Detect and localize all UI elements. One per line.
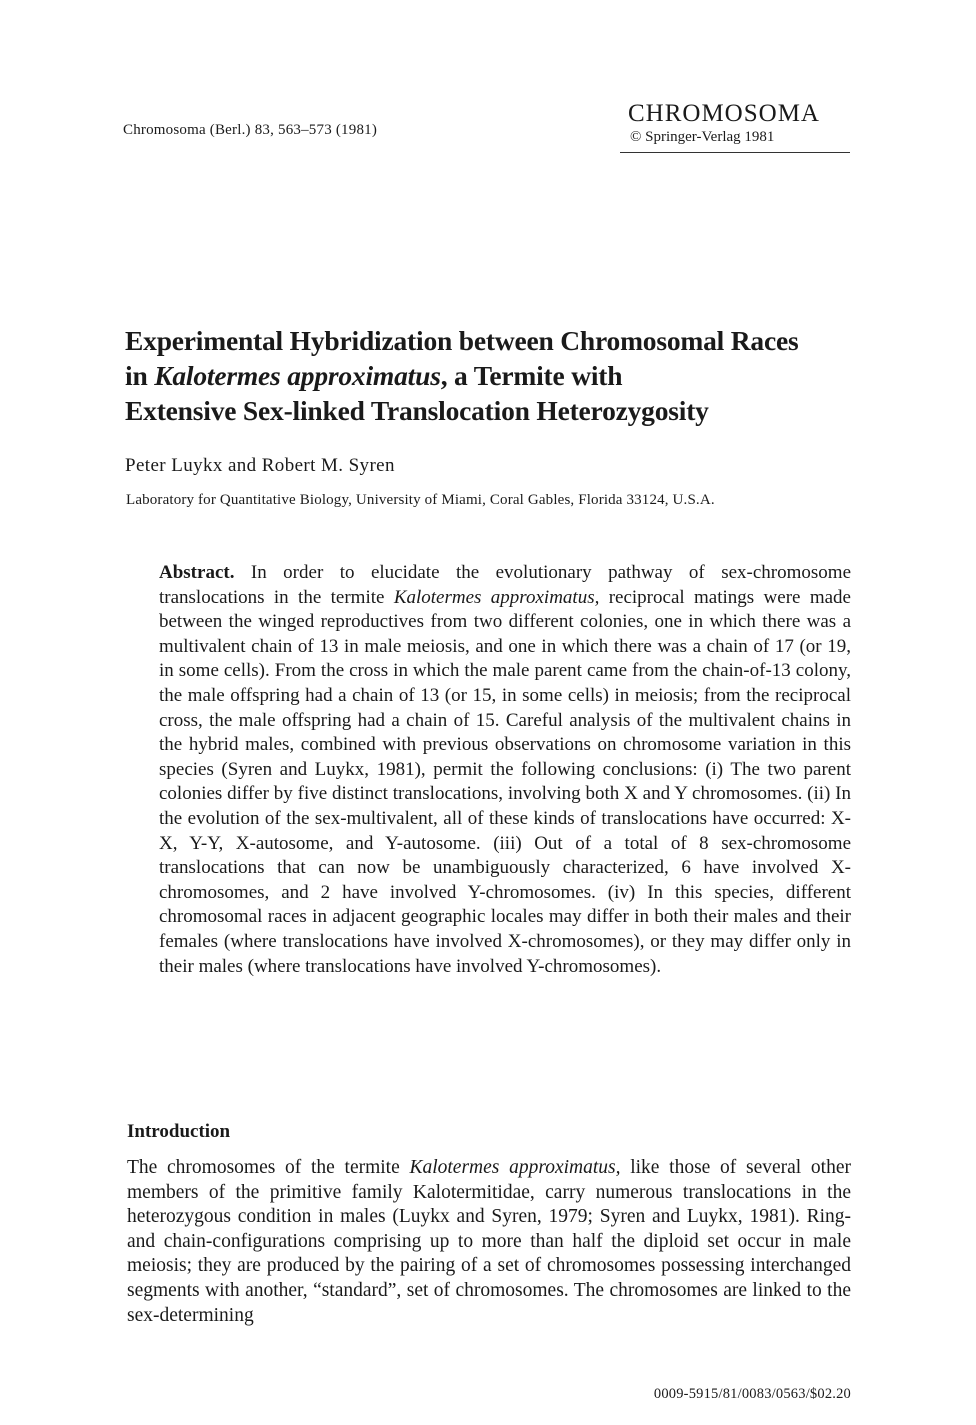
journal-citation: Chromosoma (Berl.) 83, 563–573 (1981) (123, 122, 378, 138)
article-code: 0009-5915/81/0083/0563/$02.20 (653, 1386, 851, 1402)
copyright-notice: © Springer-Verlag 1981 (630, 129, 775, 145)
abstract-species: Kalotermes approximatus, (393, 586, 600, 608)
abstract-label: Abstract. (159, 562, 235, 583)
journal-name: CHROMOSOMA (628, 100, 820, 127)
abstract: Abstract. In order to elucidate the evolutionary pathway of sex-chromosome translocations in the termite Kalotermes approximatus, reciprocal matings were made between the winged reproductives from two different colonies, one in which there was a multivalent chain of 13 in male meiosis, and one in which there was a chain of 17 (or 19, in some cells). From the cross in which the male parent came from the chain-of-13 colony, the male offspring had a chain of 13 (or 15, in some cells) in meiosis; from the reciprocal cross, the male offspring had a chain of 15. Careful analysis of the multivalent chains in the hybrid males, combined with previous observations on chromosome variation in this species (Syren and Luykx, 1981), permit the following conclusions: (i) The two parent colonies differ by five distinct translocations, involving both X and Y chromosomes. (ii) In the evolution of the sex-multivalent, all of these kinds of translocations have occurred: X-X, Y-Y, X-autosome, and Y-autosome. (iii) Out of a total of 8 sex-chromosome translocations that can now be unambiguously characterized, 6 have involved X-chromosomes, and 2 have involved Y-chromosomes. (iv) In this species, different chromosomal races in adjacent geographic locales may differ in both their males and their females (where translocations have involved X-chromosomes), or they may differ only in their males (where translocations have involved Y-chromosomes). (159, 562, 851, 977)
introduction-paragraph: The chromosomes of the termite Kalotermes approximatus, like those of several other members of the primitive family Kalotermitidae, carry numerous translocations in the heterozygous condition in males (Luykx and Syren, 1979; Syren and Luykx, 1981). Ring- and chain-configurations comprising up to more than half the diploid set occur in male meiosis; they are produced by the pairing of a set of chromosomes possessing interchanged segments with another, “standard”, set of chromosomes. The chromosomes are linked to the sex-determining (127, 1157, 851, 1326)
article-title (125, 323, 865, 428)
title-line-2: in Kalotermes approximatus, a Termite with (125, 360, 623, 391)
journal-masthead (620, 100, 850, 153)
section-heading-introduction: Introduction (127, 1121, 231, 1142)
authors: Peter Luykx and Robert M. Syren (125, 455, 395, 476)
affiliation: Laboratory for Quantitative Biology, University of Miami, Coral Gables, Florida 33124, U.S.A. (126, 492, 715, 508)
title-species: Kalotermes approximatus (154, 360, 441, 391)
title-line-1: Experimental Hybridization between Chromosomal Races (125, 325, 799, 356)
masthead-rule (620, 152, 850, 153)
title-line-3: Extensive Sex-linked Translocation Heterozygosity (125, 395, 709, 426)
intro-species: Kalotermes approximatus, (409, 1157, 621, 1178)
